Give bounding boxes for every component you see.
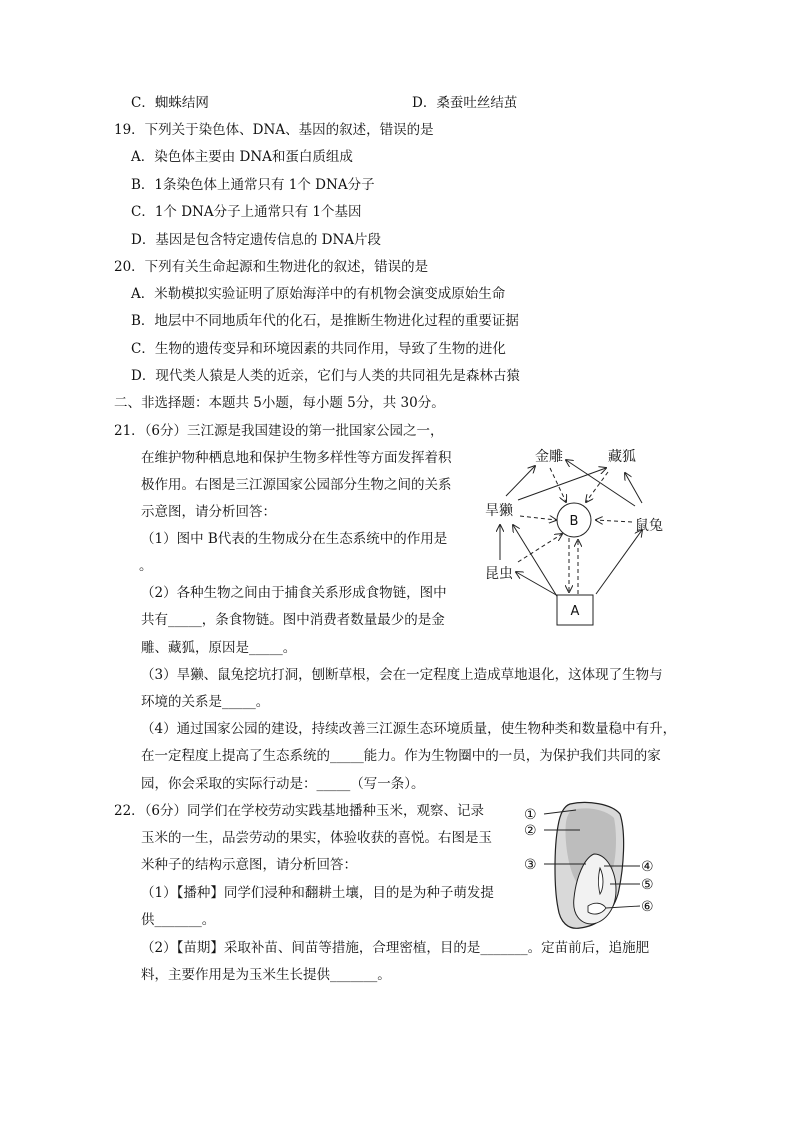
q20-option-a: A．米勒模拟实验证明了原始海洋中的有机物会演变成原始生命	[131, 286, 506, 302]
q21-line-5: （1）图中 B代表的生物成分在生态系统中的作用是	[141, 531, 448, 547]
q21-line-8: 共有_____，条食物链。图中消费者数量最少的是金	[141, 612, 445, 628]
arrow-shutu-to-b	[596, 520, 632, 522]
q19-option-a: A．染色体主要由 DNA和蛋白质组成	[131, 149, 353, 165]
q19-stem: 19．下列关于染色体、DNA、基因的叙述，错误的是	[114, 122, 434, 138]
q21-line-7: （2）各种生物之间由于捕食关系形成食物链，图中	[141, 585, 447, 601]
seed-label-5: ⑤	[641, 877, 654, 893]
arrow-hanta-to-jindiao	[506, 466, 535, 496]
q21-line-14: 园，你会采取的实际行动是：_____（写一条）。	[141, 776, 425, 792]
label-jindiao: 金雕	[535, 449, 563, 465]
q21-line-6: 。	[139, 558, 153, 574]
q20-option-b: B．地层中不同地质年代的化石，是推断生物进化过程的重要证据	[131, 313, 519, 329]
arrow-zanghu-to-b	[586, 472, 608, 502]
label-hanta: 旱獭	[485, 503, 513, 519]
seed-label-6: ⑥	[641, 899, 654, 915]
q21-line-9: 雕、藏狐，原因是_____。	[141, 640, 297, 656]
q21-line-3: 极作用。右图是三江源国家公园部分生物之间的关系	[141, 477, 452, 493]
seed-label-2: ②	[524, 823, 537, 839]
q21-line-11: 环境的关系是_____。	[141, 694, 270, 710]
q18-option-d: D．桑蚕吐丝结茧	[412, 95, 518, 111]
section-heading: 二、非选择题：本题共 5小题，每小题 5分，共 30分。	[114, 395, 445, 411]
q19-option-d: D．基因是包含特定遗传信息的 DNA片段	[131, 232, 382, 248]
seed-label-1: ①	[524, 807, 537, 823]
arrow-hanta-to-zanghu	[518, 468, 606, 500]
arrow-shutu-to-jindiao	[566, 460, 635, 506]
q22-line-6: （2）【苗期】采取补苗、间苗等措施，合理密植，目的是_______。定苗前后，追施肥	[141, 940, 650, 956]
q19-option-b: B．1条染色体上通常只有 1个 DNA分子	[131, 177, 375, 193]
q22-line-1: 22．（6分）同学们在学校劳动实践基地播种玉米，观察、记录	[114, 803, 485, 819]
q18-option-c: C．蜘蛛结网	[131, 95, 209, 111]
arrow-hanta-to-b	[520, 516, 556, 520]
q22-line-7: 料，主要作用是为玉米生长提供_______。	[141, 967, 391, 983]
arrow-a-to-shutu	[596, 530, 642, 594]
arrow-shutu-to-zanghu	[625, 473, 642, 503]
q22-line-3: 米种子的结构示意图，请分析回答：	[141, 857, 357, 873]
arrow-a-to-kunchong	[516, 572, 558, 596]
arrow-a-to-hanta	[513, 525, 558, 598]
seed-label-4: ④	[641, 859, 654, 875]
q20-option-c: C．生物的遗传变异和环境因素的共同作用，导致了生物的进化	[131, 341, 506, 357]
q20-option-d: D．现代类人猿是人类的近亲，它们与人类的共同祖先是森林古猿	[131, 368, 520, 384]
q21-line-12: （4）通过国家公园的建设，持续改善三江源生态环境质量，使生物种类和数量稳中有升，	[141, 721, 677, 737]
q21-line-13: 在一定程度上提高了生态系统的_____能力。作为生物圈中的一员，为保护我们共同的家	[141, 748, 661, 764]
q20-stem: 20．下列有关生命起源和生物进化的叙述，错误的是	[114, 259, 429, 275]
label-shutu: 鼠兔	[635, 518, 663, 534]
q21-line-4: 示意图，请分析回答：	[141, 504, 276, 520]
q22-line-5: 供_______。	[141, 912, 216, 928]
q22-line-2: 玉米的一生，品尝劳动的果实，体验收获的喜悦。右图是玉	[141, 830, 492, 846]
arrow-kunchong-to-b	[518, 534, 562, 562]
q21-line-1: 21．（6分）三江源是我国建设的第一批国家公园之一，	[114, 423, 444, 439]
q21-line-2: 在维护物种栖息地和保护生物多样性等方面发挥着积	[141, 450, 452, 466]
corn-seed-diagram	[520, 798, 690, 933]
label-a: A	[570, 604, 580, 619]
q21-line-10: （3）旱獭、鼠兔挖坑打洞，刨断草根，会在一定程度上造成草地退化，这体现了生物与	[141, 667, 663, 683]
seed-label-3: ③	[524, 857, 537, 873]
food-web-diagram	[480, 438, 680, 633]
q19-option-c: C．1个 DNA分子上通常只有 1个基因	[131, 204, 362, 220]
q22-line-4: （1）【播种】同学们浸种和翻耕土壤，目的是为种子萌发提	[141, 885, 494, 901]
label-b: B	[569, 514, 579, 529]
label-zanghu: 藏狐	[608, 449, 636, 465]
label-kunchong: 昆虫	[485, 566, 513, 582]
